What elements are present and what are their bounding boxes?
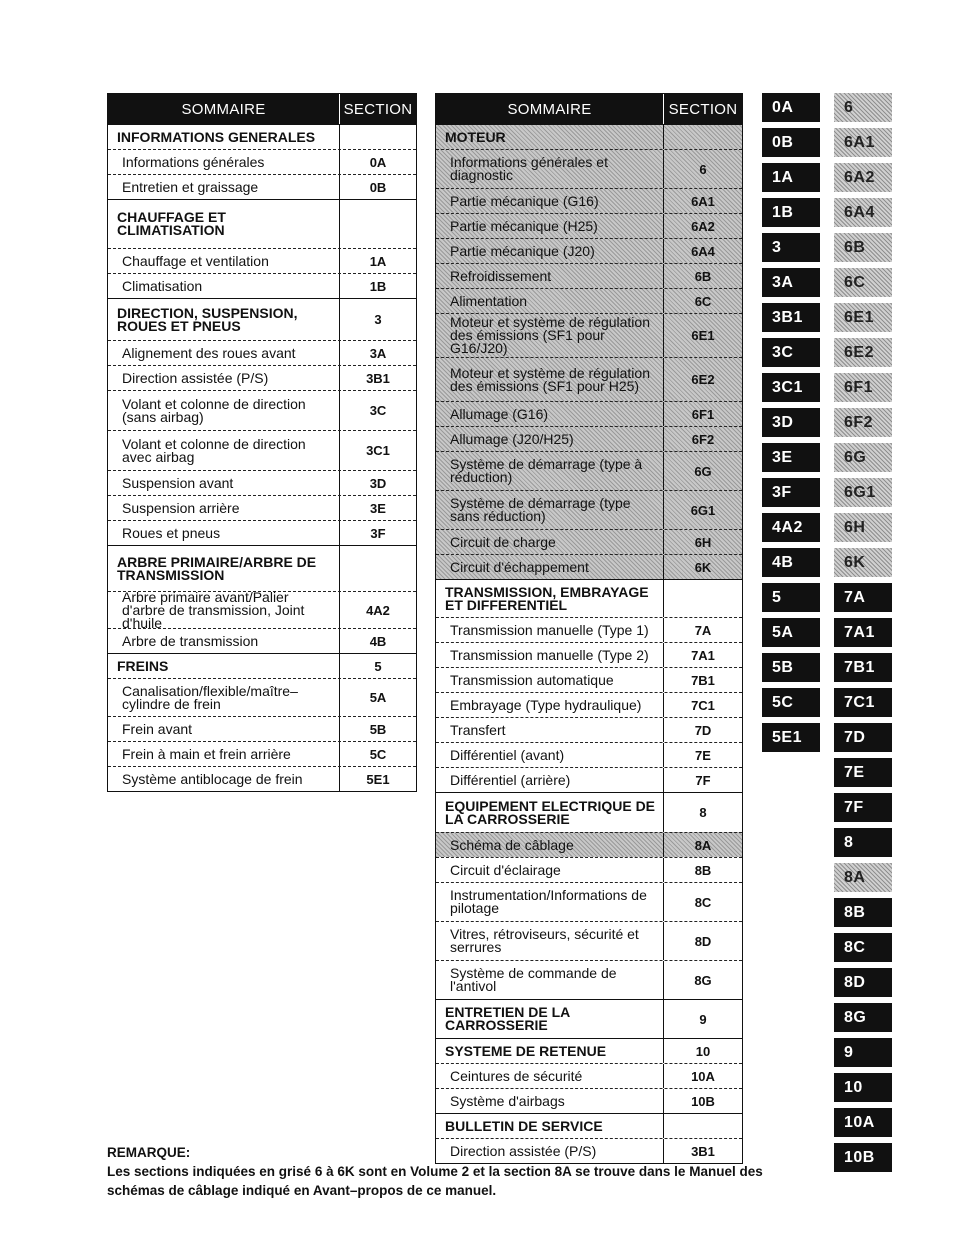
row-label: DIRECTION, SUSPENSION, ROUES ET PNEUS bbox=[108, 299, 340, 340]
section-tab[interactable]: 6H bbox=[834, 513, 892, 542]
row-label: Vitres, rétroviseurs, sécurité et serrures bbox=[436, 922, 664, 960]
row-section-code: 3B1 bbox=[691, 1143, 715, 1159]
row-section-code: 6A2 bbox=[691, 218, 715, 234]
section-group-row bbox=[436, 792, 742, 832]
row-section-code: 4A2 bbox=[366, 602, 390, 618]
row-label: MOTEUR bbox=[436, 125, 664, 149]
table-row bbox=[108, 678, 416, 716]
header-sommaire: SOMMAIRE bbox=[108, 94, 340, 124]
section-tab[interactable]: 7A bbox=[834, 583, 892, 612]
row-label: Entretien et graissage bbox=[108, 175, 340, 199]
row-section-code: 0A bbox=[369, 154, 387, 170]
row-section-code: 9 bbox=[699, 1011, 707, 1027]
section-group-row bbox=[108, 545, 416, 591]
table-row bbox=[436, 401, 742, 426]
header-sommaire: SOMMAIRE bbox=[436, 94, 664, 124]
row-label: Volant et colonne de direction (sans airbag) bbox=[108, 391, 340, 430]
section-tab[interactable]: 7A1 bbox=[834, 618, 892, 647]
section-tab[interactable]: 4A2 bbox=[762, 513, 820, 542]
section-tab[interactable]: 10B bbox=[834, 1143, 892, 1172]
section-tab[interactable]: 6G bbox=[834, 443, 892, 472]
section-tab[interactable]: 1B bbox=[762, 198, 820, 227]
section-tab[interactable]: 7B1 bbox=[834, 653, 892, 682]
row-section-code: 7A1 bbox=[691, 647, 715, 663]
row-label: FREINS bbox=[108, 654, 340, 678]
row-label: Refroidissement bbox=[436, 264, 664, 288]
section-tab[interactable]: 3A bbox=[762, 268, 820, 297]
section-group-row bbox=[108, 653, 416, 678]
table-row bbox=[108, 628, 416, 653]
remark-title: REMARQUE: bbox=[107, 1145, 191, 1160]
section-tab[interactable]: 10 bbox=[834, 1073, 892, 1102]
table-row bbox=[108, 340, 416, 365]
table-header bbox=[436, 94, 742, 124]
section-tab[interactable]: 7D bbox=[834, 723, 892, 752]
section-tab[interactable]: 3B1 bbox=[762, 303, 820, 332]
table-row bbox=[108, 495, 416, 520]
table-row bbox=[436, 313, 742, 357]
table-row bbox=[436, 357, 742, 401]
table-row bbox=[108, 766, 416, 791]
row-label: Informations générales bbox=[108, 150, 340, 174]
section-tab[interactable]: 10A bbox=[834, 1108, 892, 1137]
row-label: Direction assistée (P/S) bbox=[436, 1139, 664, 1163]
row-section-code: 5C bbox=[369, 746, 387, 762]
section-tab[interactable]: 8A bbox=[834, 863, 892, 892]
table-row bbox=[436, 767, 742, 792]
section-tab[interactable]: 7E bbox=[834, 758, 892, 787]
table-row bbox=[436, 490, 742, 529]
row-label: Partie mécanique (G16) bbox=[436, 189, 664, 213]
row-section-code: 3C1 bbox=[366, 443, 390, 458]
toc-left-body bbox=[108, 124, 416, 791]
row-section-code: 8 bbox=[699, 805, 707, 820]
row-section-code: 7A bbox=[694, 622, 712, 638]
row-section-code: 3D bbox=[369, 475, 387, 491]
table-row bbox=[108, 365, 416, 390]
section-group-row bbox=[436, 999, 742, 1038]
table-row bbox=[436, 617, 742, 642]
table-row bbox=[436, 188, 742, 213]
row-section-code: 3E bbox=[370, 500, 386, 516]
section-tab[interactable]: 5A bbox=[762, 618, 820, 647]
section-tab[interactable]: 1A bbox=[762, 163, 820, 192]
table-row bbox=[108, 470, 416, 495]
row-label: Frein avant bbox=[108, 717, 340, 741]
row-section-code: 10B bbox=[691, 1093, 715, 1109]
section-tab[interactable]: 6C bbox=[834, 268, 892, 297]
row-section-code: 1A bbox=[369, 253, 387, 269]
section-tabs-left bbox=[762, 93, 820, 758]
row-label: Système de démarrage (type sans réduction) bbox=[436, 491, 664, 529]
row-section-code bbox=[340, 200, 416, 248]
table-row bbox=[436, 667, 742, 692]
row-label: Schéma de câblage bbox=[436, 833, 664, 857]
row-section-code: 7C1 bbox=[691, 697, 715, 713]
section-tab[interactable]: 3D bbox=[762, 408, 820, 437]
table-row bbox=[108, 430, 416, 470]
table-row bbox=[436, 426, 742, 451]
row-section-code: 5A bbox=[369, 690, 387, 705]
header-section: SECTION bbox=[668, 100, 738, 118]
section-group-row bbox=[108, 298, 416, 340]
table-row bbox=[436, 857, 742, 882]
row-label: Circuit d'échappement bbox=[436, 555, 664, 579]
table-row bbox=[108, 149, 416, 174]
row-label: Différentiel (avant) bbox=[436, 743, 664, 767]
row-label: Embrayage (Type hydraulique) bbox=[436, 693, 664, 717]
section-tab[interactable]: 7C1 bbox=[834, 688, 892, 717]
row-section-code bbox=[664, 125, 742, 149]
table-row bbox=[108, 588, 416, 631]
row-section-code: 10 bbox=[695, 1043, 711, 1059]
row-label: INFORMATIONS GENERALES bbox=[108, 125, 340, 149]
table-row bbox=[436, 238, 742, 263]
row-section-code bbox=[664, 580, 742, 617]
table-row bbox=[108, 248, 416, 273]
row-section-code: 8B bbox=[694, 862, 712, 878]
row-section-code: 3F bbox=[370, 525, 386, 541]
section-tab[interactable]: 0B bbox=[762, 128, 820, 157]
row-section-code bbox=[664, 1114, 742, 1138]
section-tab[interactable]: 6K bbox=[834, 548, 892, 577]
section-tab[interactable]: 5B bbox=[762, 653, 820, 682]
table-row bbox=[108, 174, 416, 199]
section-tab[interactable]: 8D bbox=[834, 968, 892, 997]
row-section-code: 6B bbox=[694, 268, 712, 284]
table-row bbox=[108, 716, 416, 741]
row-label: Direction assistée (P/S) bbox=[108, 366, 340, 390]
row-section-code bbox=[340, 546, 416, 591]
row-section-code: 6F2 bbox=[691, 431, 715, 447]
row-section-code: 1B bbox=[369, 278, 387, 294]
row-section-code: 8G bbox=[694, 972, 712, 988]
section-group-row bbox=[436, 579, 742, 617]
section-tab[interactable]: 0A bbox=[762, 93, 820, 122]
row-label: Transmission automatique bbox=[436, 668, 664, 692]
row-label: Frein à main et frein arrière bbox=[108, 742, 340, 766]
row-label: BULLETIN DE SERVICE bbox=[436, 1114, 664, 1138]
row-label: SYSTEME DE RETENUE bbox=[436, 1039, 664, 1063]
section-tab[interactable]: 6 bbox=[834, 93, 892, 122]
row-label: Transfert bbox=[436, 718, 664, 742]
table-row bbox=[436, 692, 742, 717]
row-section-code: 6K bbox=[694, 559, 712, 575]
section-group-row bbox=[108, 124, 416, 149]
row-label: Différentiel (arrière) bbox=[436, 768, 664, 792]
row-label: Alignement des roues avant bbox=[108, 341, 340, 365]
section-tab[interactable]: 4B bbox=[762, 548, 820, 577]
row-label: Canalisation/flexible/maître–cylindre de frein bbox=[108, 679, 340, 716]
section-tab[interactable]: 3C bbox=[762, 338, 820, 367]
table-row bbox=[436, 1063, 742, 1088]
remark-text: Les sections indiquées en grisé 6 à 6K sont en Volume 2 et la section 8A se trouve dans le Manuel des schémas de câblage indiqué en Avant–propos de ce manuel. bbox=[107, 1164, 763, 1198]
section-tab[interactable]: 3F bbox=[762, 478, 820, 507]
row-label: Système antiblocage de frein bbox=[108, 767, 340, 791]
row-label: Ceintures de sécurité bbox=[436, 1064, 664, 1088]
row-section-code: 7F bbox=[695, 772, 711, 788]
table-row bbox=[436, 554, 742, 579]
table-row bbox=[108, 273, 416, 298]
table-row bbox=[436, 288, 742, 313]
row-section-code: 6E1 bbox=[691, 328, 715, 343]
row-section-code: 3 bbox=[374, 312, 382, 327]
section-tab[interactable]: 6A2 bbox=[834, 163, 892, 192]
row-label: Allumage (G16) bbox=[436, 402, 664, 426]
row-label: Alimentation bbox=[436, 289, 664, 313]
section-group-row bbox=[436, 1038, 742, 1063]
row-section-code: 7B1 bbox=[691, 672, 715, 688]
table-row bbox=[108, 741, 416, 766]
table-row bbox=[108, 390, 416, 430]
toc-table-left bbox=[107, 93, 417, 792]
row-label: EQUIPEMENT ELECTRIQUE DE LA CARROSSERIE bbox=[436, 793, 664, 832]
table-row bbox=[436, 960, 742, 999]
row-section-code: 3C bbox=[369, 403, 387, 418]
table-row bbox=[436, 921, 742, 960]
row-label: Moteur et système de régulation des émissions (SF1 pour H25) bbox=[436, 358, 664, 401]
row-label: Système d'airbags bbox=[436, 1089, 664, 1113]
row-label: Climatisation bbox=[108, 274, 340, 298]
table-row bbox=[436, 263, 742, 288]
row-section-code: 3A bbox=[369, 345, 387, 361]
section-tab[interactable]: 3 bbox=[762, 233, 820, 262]
row-section-code: 6H bbox=[694, 534, 712, 550]
row-section-code: 6G1 bbox=[690, 502, 716, 518]
header-section: SECTION bbox=[343, 100, 413, 118]
section-tab[interactable]: 6A1 bbox=[834, 128, 892, 157]
row-section-code: 8C bbox=[694, 894, 712, 910]
row-section-code bbox=[340, 125, 416, 149]
row-section-code: 5B bbox=[369, 721, 387, 737]
table-row bbox=[436, 832, 742, 857]
section-tab[interactable]: 5E1 bbox=[762, 723, 820, 752]
row-label: Transmission manuelle (Type 1) bbox=[436, 618, 664, 642]
row-section-code: 8D bbox=[694, 933, 712, 949]
remark bbox=[107, 1143, 787, 1200]
row-label: Système de commande de l'antivol bbox=[436, 961, 664, 999]
row-section-code: 5 bbox=[374, 658, 382, 674]
row-section-code: 10A bbox=[691, 1068, 715, 1084]
section-tab[interactable]: 6E1 bbox=[834, 303, 892, 332]
row-section-code: 8A bbox=[694, 837, 712, 853]
row-section-code: 5E1 bbox=[366, 771, 390, 787]
row-label: Système de démarrage (type à réduction) bbox=[436, 452, 664, 490]
row-section-code: 6G bbox=[694, 463, 712, 479]
row-section-code: 7D bbox=[694, 722, 712, 738]
row-label: Instrumentation/Informations de pilotage bbox=[436, 883, 664, 921]
row-section-code: 7E bbox=[695, 747, 711, 763]
row-label: Moteur et système de régulation des émissions (SF1 pour G16/J20) bbox=[436, 314, 664, 357]
toc-table-right bbox=[435, 93, 743, 1164]
row-label: Circuit d'éclairage bbox=[436, 858, 664, 882]
row-label: TRANSMISSION, EMBRAYAGE ET DIFFERENTIEL bbox=[436, 580, 664, 617]
row-label: Transmission manuelle (Type 2) bbox=[436, 643, 664, 667]
section-tab[interactable]: 6G1 bbox=[834, 478, 892, 507]
table-row bbox=[436, 717, 742, 742]
row-label: Arbre de transmission bbox=[108, 629, 340, 653]
table-row bbox=[436, 213, 742, 238]
row-section-code: 0B bbox=[369, 179, 387, 195]
section-tab[interactable]: 3E bbox=[762, 443, 820, 472]
row-label: Suspension avant bbox=[108, 471, 340, 495]
row-label: CHAUFFAGE ET CLIMATISATION bbox=[108, 200, 340, 248]
table-row bbox=[108, 520, 416, 545]
section-tab[interactable]: 9 bbox=[834, 1038, 892, 1067]
section-tab[interactable]: 6E2 bbox=[834, 338, 892, 367]
table-header bbox=[108, 94, 416, 124]
row-label: Partie mécanique (H25) bbox=[436, 214, 664, 238]
row-section-code: 6E2 bbox=[691, 372, 715, 387]
section-tab[interactable]: 8G bbox=[834, 1003, 892, 1032]
row-section-code: 6A4 bbox=[691, 243, 715, 259]
row-section-code: 4B bbox=[369, 633, 387, 649]
section-tab[interactable]: 8C bbox=[834, 933, 892, 962]
section-tabs-right bbox=[834, 93, 892, 1178]
section-tab[interactable]: 8 bbox=[834, 828, 892, 857]
row-label: ENTRETIEN DE LA CARROSSERIE bbox=[436, 1000, 664, 1038]
table-row bbox=[436, 742, 742, 767]
table-row bbox=[436, 451, 742, 490]
section-tab[interactable]: 6B bbox=[834, 233, 892, 262]
row-section-code: 6F1 bbox=[691, 406, 715, 422]
row-label: Suspension arrière bbox=[108, 496, 340, 520]
section-tab[interactable]: 6F1 bbox=[834, 373, 892, 402]
toc-right-body bbox=[436, 124, 742, 1163]
row-section-code: 6A1 bbox=[691, 193, 715, 209]
section-tab[interactable]: 5 bbox=[762, 583, 820, 612]
table-row bbox=[436, 149, 742, 188]
section-tab[interactable]: 5C bbox=[762, 688, 820, 717]
row-label: Circuit de charge bbox=[436, 530, 664, 554]
row-label: Allumage (J20/H25) bbox=[436, 427, 664, 451]
section-group-row bbox=[436, 1113, 742, 1138]
row-label: Volant et colonne de direction avec airbag bbox=[108, 431, 340, 470]
row-section-code: 6 bbox=[699, 161, 707, 177]
section-tab[interactable]: 3C1 bbox=[762, 373, 820, 402]
table-row bbox=[436, 642, 742, 667]
section-tab[interactable]: 7F bbox=[834, 793, 892, 822]
row-section-code: 6C bbox=[694, 293, 712, 309]
row-label: Chauffage et ventilation bbox=[108, 249, 340, 273]
table-row bbox=[436, 1088, 742, 1113]
row-section-code: 3B1 bbox=[366, 370, 390, 386]
row-label: Roues et pneus bbox=[108, 521, 340, 545]
table-row bbox=[436, 882, 742, 921]
section-tab[interactable]: 6A4 bbox=[834, 198, 892, 227]
row-label: Arbre primaire avant/Palier d'arbre de transmission, Joint d'huile bbox=[108, 592, 340, 628]
row-label: Partie mécanique (J20) bbox=[436, 239, 664, 263]
table-row bbox=[436, 529, 742, 554]
row-label: ARBRE PRIMAIRE/ARBRE DE TRANSMISSION bbox=[108, 546, 340, 591]
section-tab[interactable]: 6F2 bbox=[834, 408, 892, 437]
section-tab[interactable]: 8B bbox=[834, 898, 892, 927]
section-group-row bbox=[108, 199, 416, 248]
row-label: Informations générales et diagnostic bbox=[436, 150, 664, 188]
section-group-row bbox=[436, 124, 742, 149]
